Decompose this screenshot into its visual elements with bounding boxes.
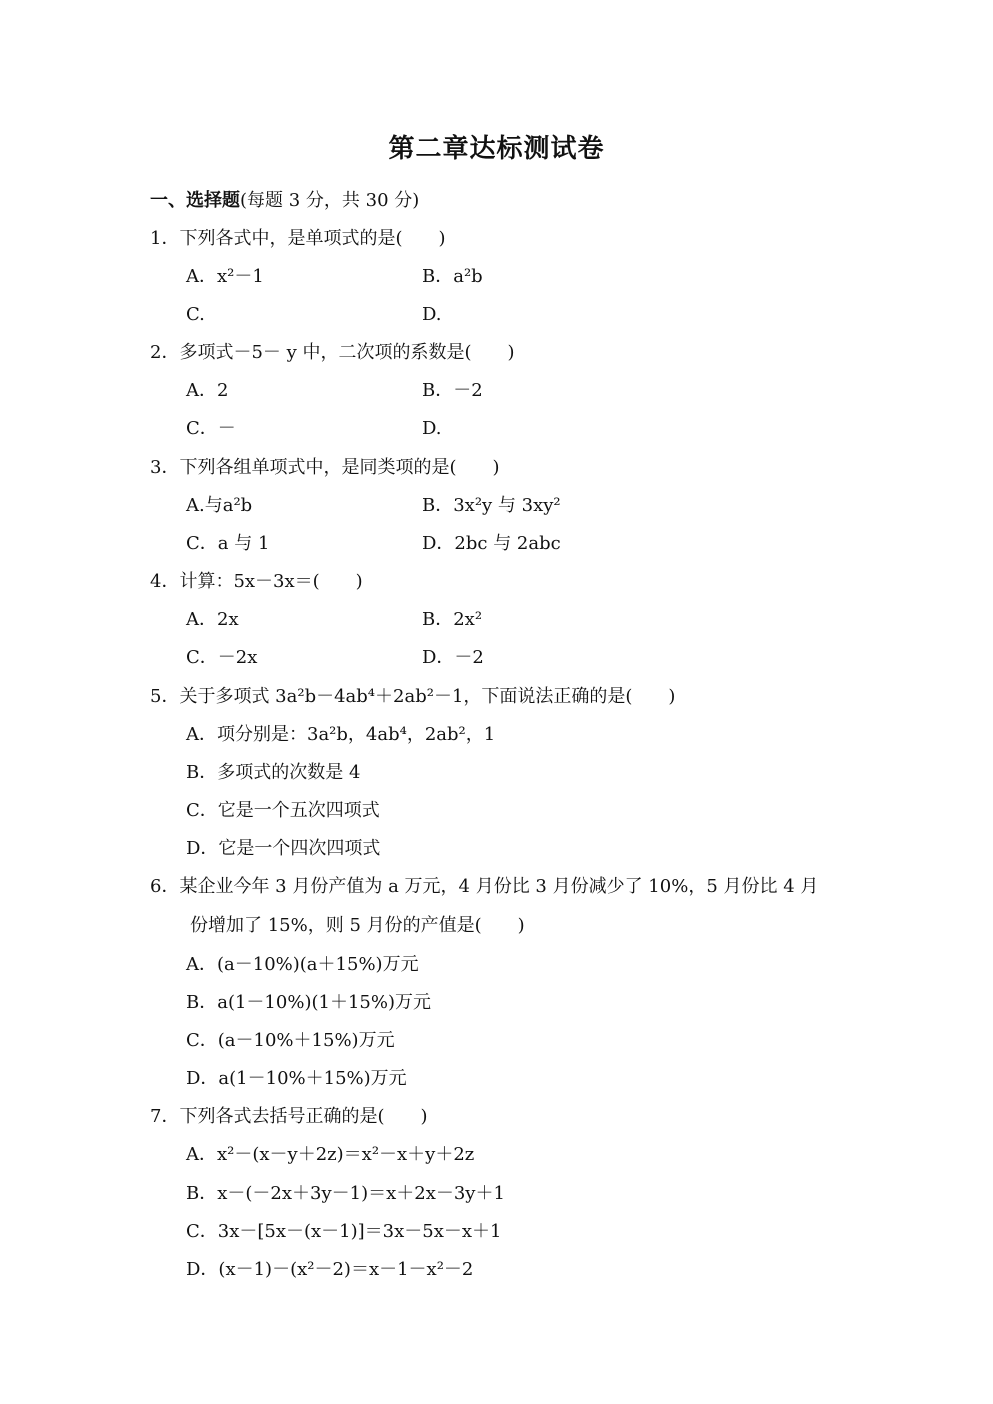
q4-option-a: A．2x (186, 609, 239, 630)
q6-option-d: D．a(1－10%＋15%)万元 (186, 1068, 407, 1089)
q3-option-c: C．a 与 1 (186, 533, 270, 554)
q7-option-a: A．x²－(x－y＋2z)＝x²－x＋y＋2z (186, 1144, 475, 1165)
q3-option-b: B．3x²y 与 3xy² (422, 495, 561, 516)
q4-option-b: B．2x² (422, 609, 483, 630)
q6-option-c: C．(a－10%＋15%)万元 (186, 1030, 395, 1051)
q4-option-d: D．－2 (422, 647, 484, 668)
section-heading (150, 189, 419, 213)
q5-option-c: C．它是一个五次四项式 (186, 800, 380, 821)
section-title: 一、选择题 (150, 190, 240, 211)
q3-option-a: A.与a²b (186, 495, 253, 516)
question-2-stem: 2．多项式－5－ y 中，二次项的系数是( ) (150, 342, 515, 363)
section-note: (每题 3 分，共 30 分) (240, 190, 420, 211)
q7-option-b: B．x－(－2x＋3y－1)＝x＋2x－3y＋1 (186, 1183, 505, 1204)
q1-option-c: C. (186, 304, 205, 325)
q1-option-b: B．a²b (422, 266, 483, 287)
question-4-stem: 4．计算：5x－3x＝( ) (150, 571, 363, 592)
q7-option-d: D．(x－1)－(x²－2)＝x－1－x²－2 (186, 1259, 474, 1280)
q3-option-d: D．2bc 与 2abc (422, 533, 561, 554)
question-3-stem: 3．下列各组单项式中，是同类项的是( ) (150, 457, 500, 478)
q6-option-a: A．(a－10%)(a＋15%)万元 (186, 954, 419, 975)
q7-option-c: C．3x－[5x－(x－1)]＝3x－5x－x＋1 (186, 1221, 502, 1242)
question-5-stem: 5．关于多项式 3a²b－4ab⁴＋2ab²－1，下面说法正确的是( ) (150, 686, 676, 707)
q5-option-a: A．项分别是：3a²b，4ab⁴，2ab²，1 (186, 724, 496, 745)
q4-option-c: C．－2x (186, 647, 258, 668)
question-6-stem: 6．某企业今年 3 月份产值为 a 万元，4 月份比 3 月份减少了 10%，5 月份比 4 月 (150, 876, 819, 897)
q2-option-d: D. (422, 418, 442, 439)
question-1-stem: 1．下列各式中，是单项式的是( ) (150, 228, 446, 249)
q2-option-c: C．－ (186, 418, 236, 439)
q2-option-b: B．－2 (422, 380, 483, 401)
question-6-stem-continued: 份增加了 15%，则 5 月份的产值是( ) (190, 915, 525, 936)
page-title: 第二章达标测试卷 (388, 134, 605, 164)
q2-option-a: A．2 (186, 380, 229, 401)
q6-option-b: B．a(1－10%)(1＋15%)万元 (186, 992, 431, 1013)
q5-option-d: D．它是一个四次四项式 (186, 838, 381, 859)
q1-option-d: D. (422, 304, 442, 325)
question-7-stem: 7．下列各式去括号正确的是( ) (150, 1106, 428, 1127)
q1-option-a: A．x²－1 (186, 266, 264, 287)
q5-option-b: B．多项式的次数是 4 (186, 762, 361, 783)
